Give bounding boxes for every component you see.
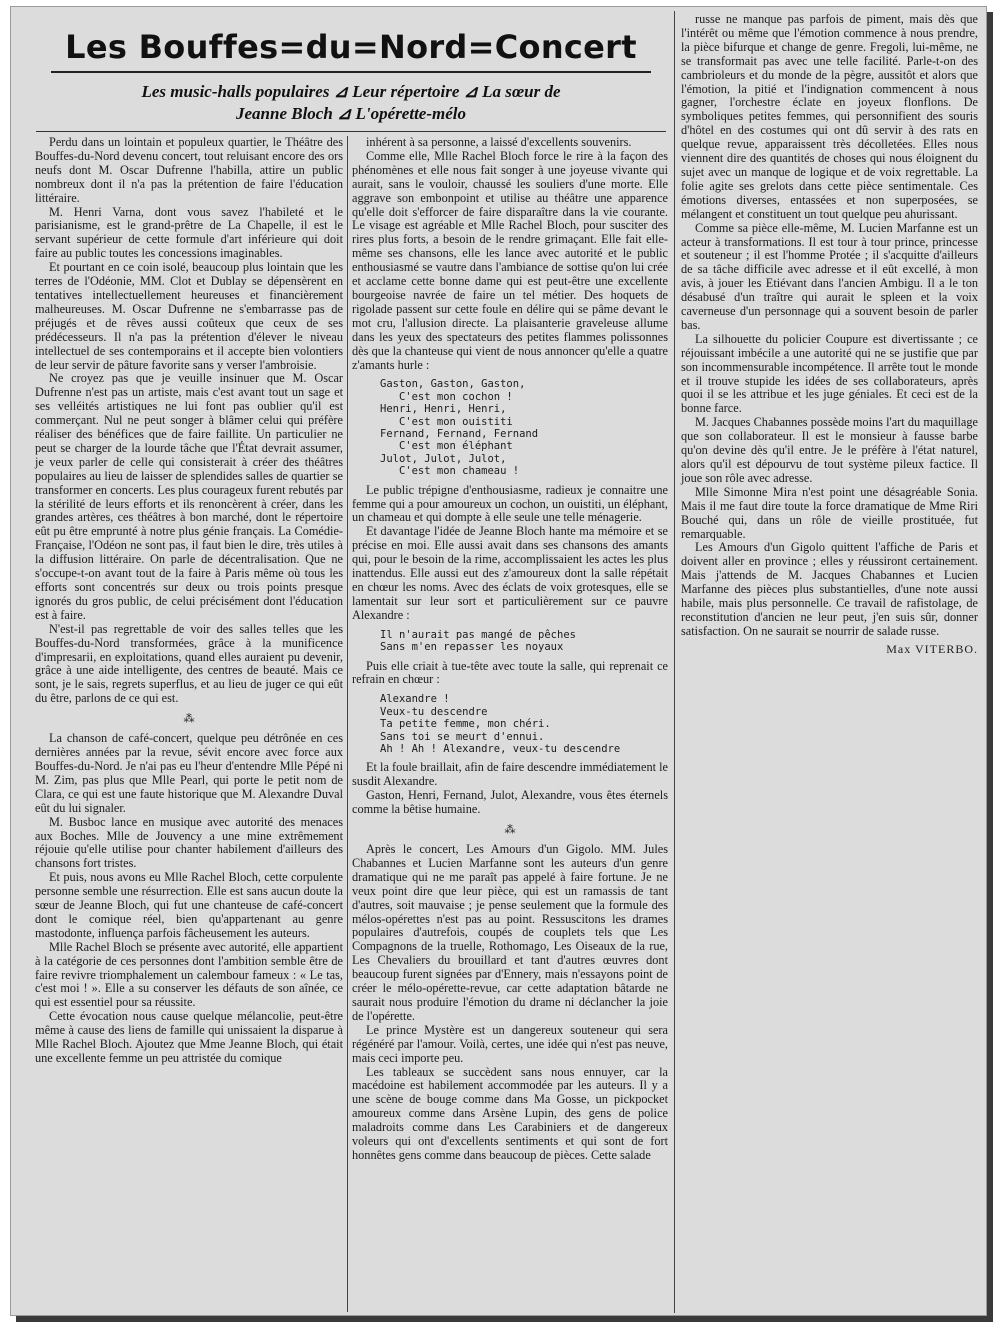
article-headline: Les Bouffes=du=Nord=Concert xyxy=(65,28,637,66)
paragraph: Après le concert, Les Amours d'un Gigolo. MM. Jules Chabannes et Lucien Marfanne sont les auteurs d'un genre dramatique qui ne me paraît pas appelé à faire fortune. Je ne veux point dire que leur pièce, qui est un ramassis de tant d'autres, soit mauvaise ; je pense seulement que la formule des mélos-opérettes n'est pas au point. Ressuscitons les drames populaires d'autrefois, coupés de couplets tels que Les Compagnons de la truelle, Rothomago, Les Oiseaux de la rue, Les Chevaliers du brouillard et tant d'autres œuvres dont beaucoup furent signées par d'Ennery, mais n'essayons point de créer le mélo-opérette-revue, car cette adaptation bâtarde ne saurait nous produire l'émotion du drame ni déclancher la joie de l'opérette. xyxy=(352,842,668,1023)
paragraph: Ne croyez pas que je veuille insinuer que M. Oscar Dufrenne n'est pas un artiste, mais c'est avant tout un sage et ses velléités artistiques ne lui font pas oublier qu'il est commerçant. Nul ne peut songer à blâmer celui qui préfère réaliser des bénéfices que de faire faillite. Un particulier ne peut se charger de la lourde tâche que l'État devrait assumer, je veux parler de celle qui consisterait à créer des théâtres populaires au lieu de laisser de splendides salles de quartier se transformer en concerts. Les plus courageux furent rebutés par la stérilité de leurs efforts et ils renoncèrent à créer, dans les grandes artères, ces théâtres à bon marché, dont le répertoire eût pu être emprunté à notre plus génie français. La Comédie-Française, l'Odéon ne sont pas, il faut bien le dire, très utiles à la diffusion littéraire. On parle de décentralisation. Que ne s'occupe-t-on avant tout de la faire à Paris même où tous les efforts sont concentrés sur deux ou trois points presque ignorés du gros public, de celui précisément dont l'éducation est à faire. xyxy=(35,371,343,622)
paragraph: M. Henri Varna, dont vous savez l'habileté et le parisianisme, est le grand-prêtre de La Chapelle, il est le servant supérieur de cette formule d'art inférieure qui doit faire au public toutes les concessions imaginables. xyxy=(35,204,343,261)
paragraph: La silhouette du policier Coupure est divertissante ; ce réjouissant imbécile a une autorité qui ne se justifie que par son incommensurable incompétence. Il arrête tout le monde et il trouve stupide les idées de ses collaborateurs, après quoi il se les attribue et les juge géniales. Et ceci est de la bonne farce. xyxy=(681,331,978,416)
column-3 xyxy=(681,13,978,803)
column-1 xyxy=(35,136,343,1314)
song-verse: Il n'aurait pas mangé de pêches Sans m'en repasser les noyaux xyxy=(380,628,576,654)
paragraph: Et davantage l'idée de Jeanne Bloch hante ma mémoire et se précise en moi. Elle aussi avait dans ses chansons des amants qui, pour le besoin de la rime, accomplissaient les actes les plus inattendus. Elle aussi eut des z'amoureux dont la salle répétait en chœur les noms. Avec des éclats de voix grotesques, elle se lamentait sur leur sort et particulièrement sur ce pauvre Alexandre : xyxy=(352,524,668,622)
column-divider-2 xyxy=(674,11,675,1313)
paragraph: russe ne manque pas parfois de piment, mais dès que l'intérêt ou même que l'émotion commence à nous prendre, la pièce bifurque et change de genre. Fregoli, lui-même, ne se transformait pas avec une telle facilité. Parle-t-on des cambrioleurs et du monde de la pègre, aussitôt et alors que l'émotion, la pitié et l'indignation commencent à nous gagner, l'orchestre éclate en joyeux flonflons. De symboliques petites femmes, qui personnifient des souris d'hôtel en des costumes qui ont dû servir à des rats en quelque revue, apparaissent très décolletées. Elles nous viennent dire des quantités de choses qui nous éloignent du sujet avec un manque de logique et de voix regrettable. La folie agite ses grelots dans cette pièce sentimentale. Ces émotions diverses, entassées et non superposées, se mélangent et constituent un tout quelque peu ahurissant. xyxy=(681,12,978,221)
column-divider-1 xyxy=(347,136,348,1312)
headline-rule xyxy=(51,71,651,73)
column-2 xyxy=(352,136,668,1314)
paragraph: Les Amours d'un Gigolo quittent l'affiche de Paris et doivent aller en province ; elles y réussiront certainement. Mais j'attends de M. Jacques Chabannes et Lucien Marfanne des pièces plus substantielles, d'une note aussi habile, mais plus personnelle. Ce travail de rafistolage, de reconstitution d'ancien ne leur peut, j'en suis sûr, donner satisfaction. On ne saurait se nourrir de salade russe. xyxy=(681,540,978,638)
paragraph: inhérent à sa personne, a laissé d'excellents souvenirs. xyxy=(366,135,632,149)
paragraph: Mlle Rachel Bloch se présente avec autorité, elle appartient à la catégorie de ces personnes dont l'ambition semble être de faire revivre triomphalement un calembour fameux : « Le tas, c'est moi ! ». Elle a su conserver les défauts de son aînée, ce qui est essentiel pour sa réussite. xyxy=(35,939,343,1010)
paragraph: Gaston, Henri, Fernand, Julot, Alexandre, vous êtes éternels comme la bêtise humaine. xyxy=(352,788,668,817)
paragraph: Et pourtant en ce coin isolé, beaucoup plus lointain que les terres de l'Odéonie, MM. Clot et Dublay se dépensèrent en tentatives intellectuellement heureuses et financièrement malheureuses. M. Oscar Dufrenne ne s'embarrasse pas de préjugés et de rêves aussi coûteux que ceux de ses prédécesseurs. Il n'a pas la prétention d'élever le niveau intellectuel de ses contemporains et il accepte bien volontiers de leur servir de pâture favorite sans y verser l'ambroisie. xyxy=(35,260,343,372)
paragraph: M. Jacques Chabannes possède moins l'art du maquillage que son collaborateur. Il est le monsieur à fausse barbe qu'on devine dès qu'il entre. Je le préfère à l'état naturel, alors qu'il est dépourvu de tout système pileux factice. Il joue son rôle avec adresse. xyxy=(681,415,978,485)
paragraph: Comme elle, Mlle Rachel Bloch force le rire à la façon des phénomènes et elle nous fait songer à une joyeuse vivante qui aurait, sans le vouloir, chaussé les souliers d'une morte. Elle aggrave son embonpoint et utilise au théâtre une apparence qu'elle doit s'efforcer de faire disparaître dans la vie courante. Le visage est agréable et Mlle Rachel Bloch, pour susciter des rires plus forts, a besoin de le rendre grimaçant. Elle fait elle-même ses chansons, elle les lance avec autorité et le public enthousiasmé se vautre dans l'ambiance de sottise qu'on lui crée et acclame cette bonne dame qui est peut-être une excellente bourgeoise navrée de faire un tel métier. Des hoquets de rigolade passent sur cette foule en délire qui se pâme devant le mot cru, l'allusion directe. La plaisanterie graveleuse allume dans les yeux des spectateurs des petites flammes polissonnes dès que la chanteuse qui vient de nous annoncer qu'elle a quatre z'amants hurle : xyxy=(352,148,668,372)
subtitle-rule xyxy=(36,131,666,132)
subtitle-line-2: Jeanne Bloch ⊿ L'opérette-mélo xyxy=(235,104,466,123)
song-refrain: Alexandre ! Veux-tu descendre Ta petite femme, mon chéri. Sans toi se meurt d'ennui. Ah ! Ah ! Alexandre, veux-tu descendre xyxy=(380,693,621,755)
page-shadow-bottom xyxy=(16,1316,993,1322)
paragraph: Comme sa pièce elle-même, M. Lucien Marfanne est un acteur à transformations. Il est tour à tour prince, princesse et souteneur ; il est l'homme Protée ; il s'acquitte d'ailleurs de sa tâche difficile avec adresse et il eût excellé, à mon avis, à jouer les Etiévant dans l'ancien Ambigu. Il a le ton désabusé d'un traître qui aurait le spleen et la voix caverneuse d'un personnage qui a souvent besoin de parler bas. xyxy=(681,220,978,332)
paragraph: M. Busboc lance en musique avec autorité des menaces aux Boches. Mlle de Jouvency a une mine extrêmement réjouie qu'elle utilise pour chanter habilement d'ailleurs des chansons fort tristes. xyxy=(35,814,343,871)
paragraph: N'est-il pas regrettable de voir des salles telles que les Bouffes-du-Nord transformées, grâce à la munificence d'impresarii, en exploitations, quand elles auraient pu devenir, grâce à une aide intelligente, des centres de beauté. Mais ce sont, je le sais, regrets superflus, et au lieu de juger ce qui eût du être, parlons de ce qui est. xyxy=(35,621,343,706)
paragraph: Mlle Simonne Mira n'est point une désagréable Sonia. Mais il me faut dire toute la force dramatique de Mme Riri Bouché qui, dans un rôle de vieille prostituée, fut remarquable. xyxy=(681,484,978,541)
section-break-asterism: ⁂ xyxy=(504,824,516,836)
newspaper-clipping xyxy=(10,6,987,1316)
paragraph: Cette évocation nous cause quelque mélancolie, peut-être même à cause des liens de famille qui unissaient la disparue à Mlle Rachel Bloch. Ajoutez que Mme Jeanne Bloch, qui était une excellente femme un peu attristée du comique xyxy=(35,1009,343,1065)
paragraph: Les tableaux se succèdent sans nous ennuyer, car la macédoine est habilement accommodée par les auteurs. Il y a une scène de bouge comme dans Ma Gosse, un pickpocket amoureux comme dans Arsène Lupin, des gens de police maladroits comme dans Les Carabiniers et de dangereux voleurs qui ont d'excellents sentiments et qui sont de fort honnêtes gens comme dans beaucoup de pièces. Cette salade xyxy=(352,1064,668,1162)
paragraph: La chanson de café-concert, quelque peu détrônée en ces dernières années par la revue, sévit encore avec force aux Bouffes-du-Nord. Je n'ai pas eu l'heur d'entendre Mlle Pépé ni M. Zim, pas plus que Mlle Pearl, qui porte le petit nom de Clara, ce qui est une faute historique que M. Alexandre Duval eût du lui signaler. xyxy=(35,731,343,815)
article-subtitle xyxy=(51,81,651,125)
subtitle-line-1: Les music-halls populaires ⊿ Leur répertoire ⊿ La sœur de xyxy=(141,82,561,101)
paragraph: Et puis, nous avons eu Mlle Rachel Bloch, cette corpulente personne semble une résurrection. Elle est sans aucun doute la sœur de Jeanne Bloch, qui fut une chanteuse de café-concert dont le comique réel, bien qu'appartenant au genre mastodonte, influença parfois fâcheusement les auteurs. xyxy=(35,870,343,940)
song-verse: Gaston, Gaston, Gaston, C'est mon cochon ! Henri, Henri, Henri, C'est mon ouistiti Fernand, Fernand, Fernand C'est mon éléphant Julot, Julot, Julot, C'est mon chameau ! xyxy=(380,378,539,478)
section-break-asterism: ⁂ xyxy=(183,713,195,726)
paragraph: Puis elle criait à tue-tête avec toute la salle, qui reprenait ce refrain en chœur : xyxy=(352,658,668,687)
paragraph: Et la foule braillait, afin de faire descendre immédiatement le susdit Alexandre. xyxy=(352,760,668,789)
paragraph: Le prince Mystère est un dangereux souteneur qui sera régénéré par l'amour. Voilà, certes, une idée qui n'est pas neuve, mais ceci importe peu. xyxy=(352,1022,668,1065)
paragraph: Perdu dans un lointain et populeux quartier, le Théâtre des Bouffes-du-Nord devenu concert, tout reluisant encore des ors neufs dont M. Oscar Dufrenne l'habilla, attire un public nombreux dont il n'a pas la prétention de faire l'éducation littéraire. xyxy=(35,135,343,205)
paragraph: Le public trépigne d'enthousiasme, radieux je connaitre une femme qui a pour amoureux un cochon, un ouistiti, un éléphant, un chameau et qui dompte à elle seule une telle ménagerie. xyxy=(352,482,668,525)
author-signature: Max VITERBO. xyxy=(886,641,978,656)
page-shadow-right xyxy=(987,12,993,1318)
